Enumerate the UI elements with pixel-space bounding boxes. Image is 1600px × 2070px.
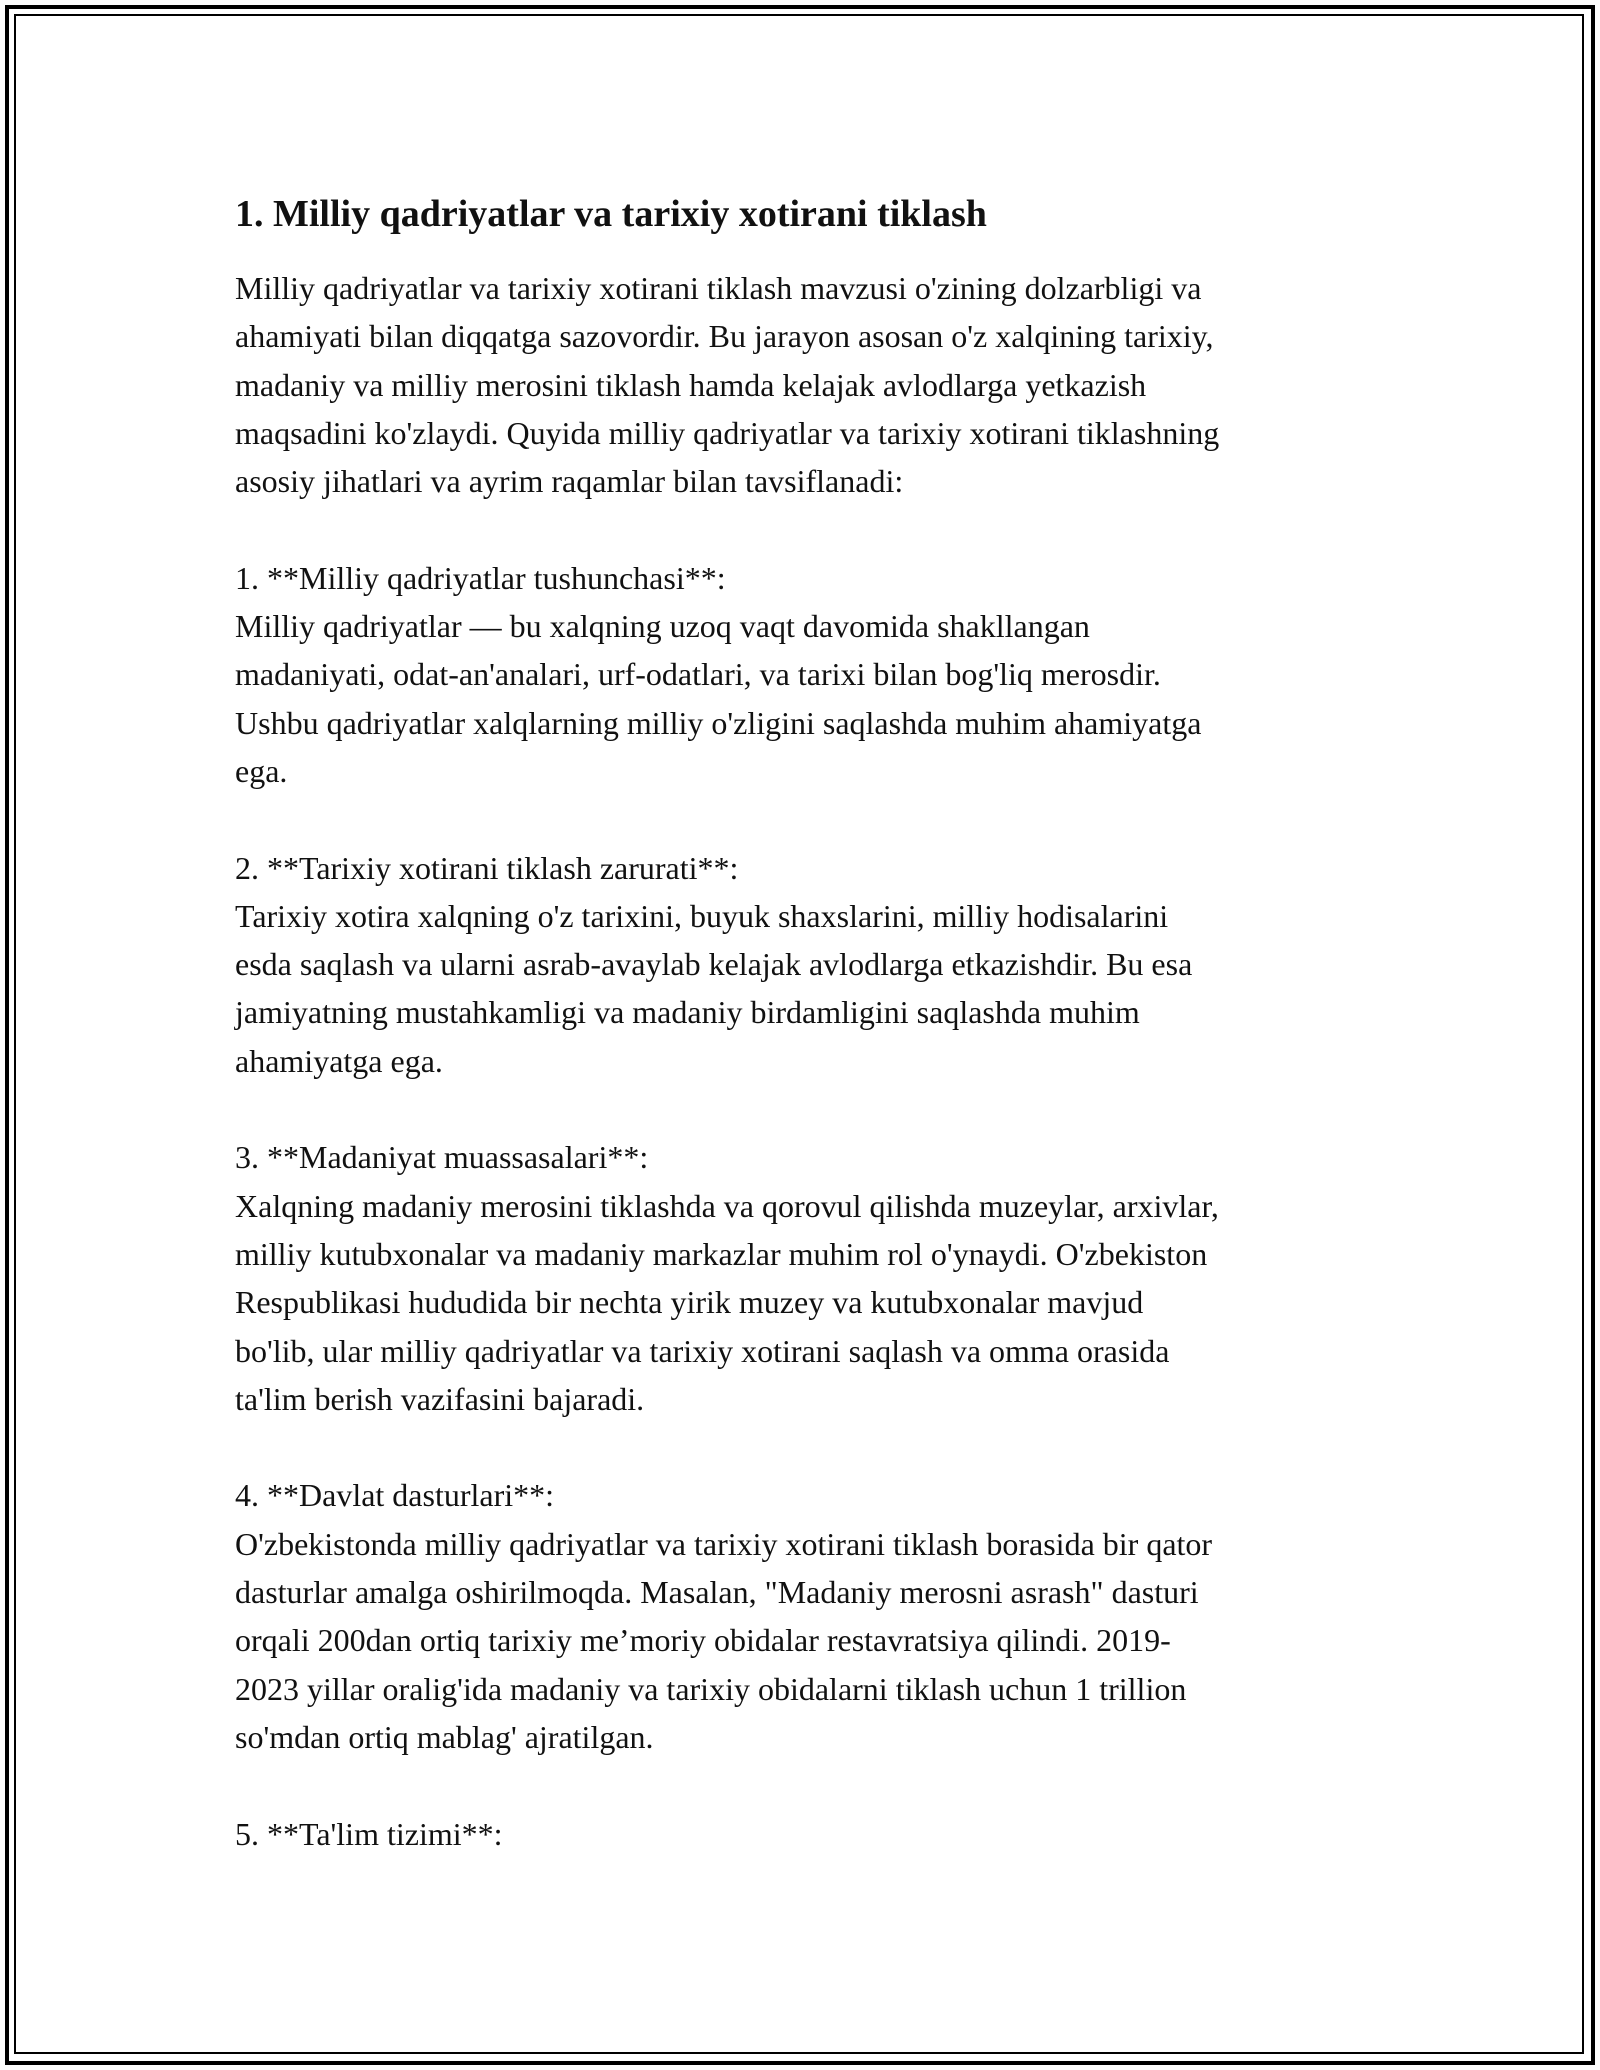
list-item-body: Xalqning madaniy merosini tiklashda va qorovul qilishda muzeylar, arxivlar, milliy kutubxonalar va madaniy markazlar muhim rol o'ynaydi. O'zbekiston Respublikasi hududida bir nechta yirik muzey va kutubxonalar mavjud bo'lib, ular milliy qadriyatlar va tarixiy xotirani saqlash va omma orasida ta'lim berish vazifasini bajaradi. — [235, 1187, 1219, 1417]
list-item-body: O'zbekistonda milliy qadriyatlar va tarixiy xotirani tiklash borasida bir qator dasturlar amalga oshirilmoqda. Masalan, "Madaniy merosni asrash" dasturi orqali 200dan ortiq tarixiy me’moriy obidalar restavratsiya qilindi. 2019- 2023 yillar oralig'ida madaniy va tarixiy obidalarni tiklash uchun 1 trillion so'mdan ortiq mablag' ajratilgan. — [235, 1525, 1213, 1755]
list-item-body: Milliy qadriyatlar — bu xalqning uzoq vaqt davomida shakllangan madaniyati, odat-an'analari, urf-odatlari, va tarixi bilan bog'liq merosdir. Ushbu qadriyatlar xalqlarning milliy o'zligini saqlashda muhim ahamiyatga ega. — [235, 608, 1202, 789]
list-item-3 — [235, 1133, 1385, 1423]
intro-paragraph: Milliy qadriyatlar va tarixiy xotirani tiklash mavzusi o'zining dolzarbligi va ahamiyati bilan diqqatga sazovordir. Bu jarayon asosan o'z xalqining tarixiy, madaniy va milliy merosini tiklash hamda kelajak avlodlarga yetkazish maqsadini ko'zlaydi. Quyida milliy qadriyatlar va tarixiy xotirani tiklashning asosiy jihatlari va ayrim raqamlar bilan tavsiflanadi: — [235, 270, 1220, 500]
list-item-title: 3. **Madaniyat muassasalari**: — [235, 1139, 649, 1176]
list-item-title: 5. **Ta'lim tizimi**: — [235, 1815, 503, 1852]
list-item-4 — [235, 1471, 1385, 1761]
list-item-2 — [235, 844, 1385, 1085]
list-item-5 — [235, 1810, 1385, 1858]
list-item-body: Tarixiy xotira xalqning o'z tarixini, buyuk shaxslarini, milliy hodisalarini esda saqlash va ularni asrab-avaylab kelajak avlodlarga etkazishdir. Bu esa jamiyatning mustahkamligi va madaniy birdamligini saqlashda muhim ahamiyatga ega. — [235, 897, 1193, 1079]
section-heading: 1. Milliy qadriyatlar va tarixiy xotirani tiklash — [235, 193, 987, 235]
list-item-title: 1. **Milliy qadriyatlar tushunchasi**: — [235, 559, 726, 596]
list-item-title: 2. **Tarixiy xotirani tiklash zarurati**: — [235, 849, 739, 886]
document-body — [235, 188, 1385, 1858]
list-item-title: 4. **Davlat dasturlari**: — [235, 1477, 555, 1514]
list-item-1 — [235, 554, 1385, 795]
